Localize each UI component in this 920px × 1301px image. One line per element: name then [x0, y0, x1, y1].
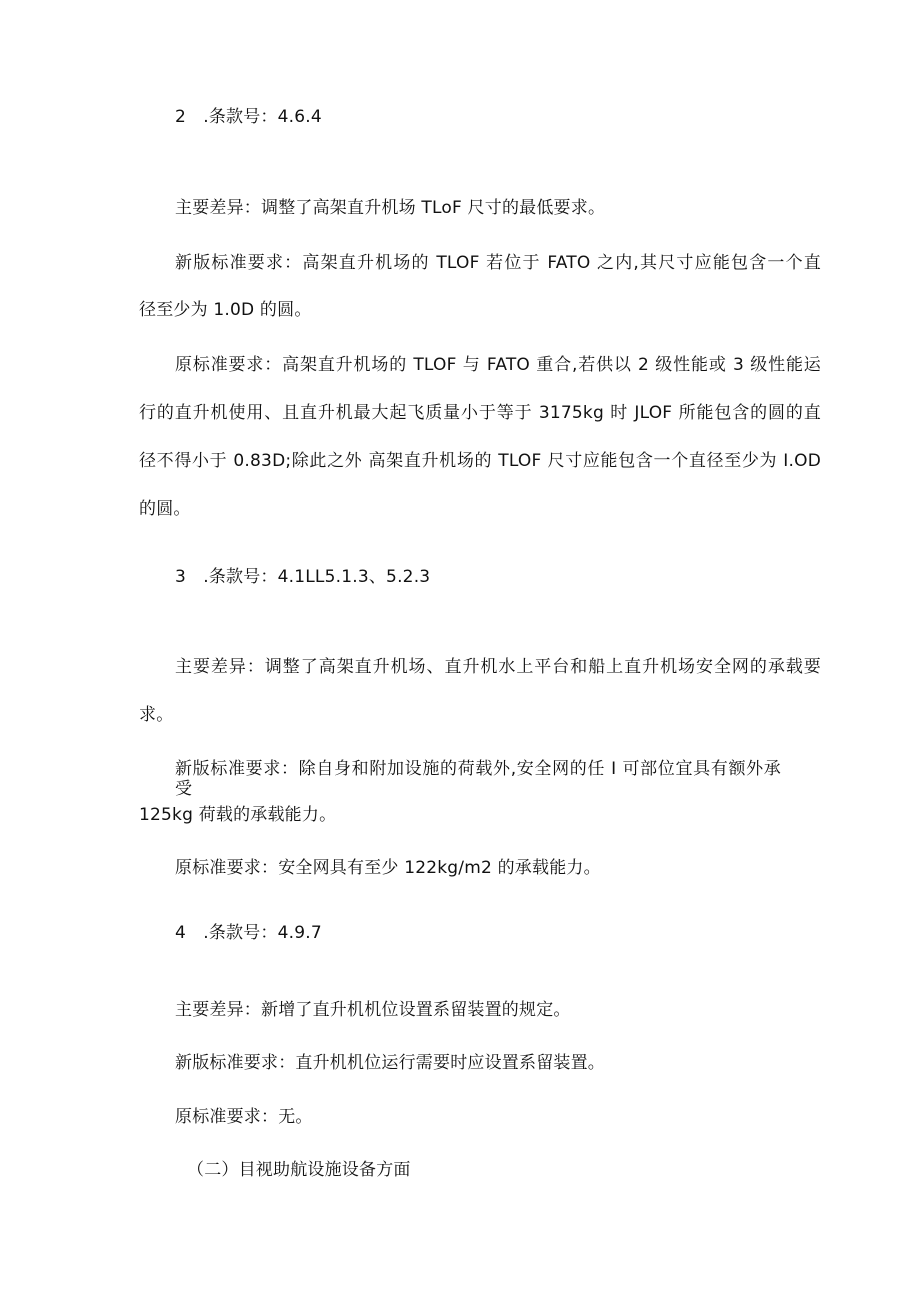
clause-3-main-difference-line-2: 求。 — [139, 705, 174, 725]
clause-2-number: 2 .条款号：4.6.4 — [175, 107, 322, 127]
clause-3-new-requirement-line-2: 125kg 荷载的承载能力。 — [139, 805, 337, 825]
clause-3-old-requirement: 原标准要求：安全网具有至少 122kg∕m2 的承载能力。 — [175, 858, 601, 878]
clause-3-number: 3 .条款号：4.1LL5.1.3、5.2.3 — [175, 567, 431, 587]
clause-2-main-difference: 主要差异：调整了高架直升机场 TLoF 尺寸的最低要求。 — [175, 198, 606, 218]
clause-2-old-requirement-line-1: 原标准要求：高架直升机场的 TLOF 与 FATO 重合,若供以 2 级性能或 3 级性能运 — [175, 355, 821, 375]
clause-2-new-requirement-line-1: 新版标准要求：高架直升机场的 TLOF 若位于 FATO 之内,其尺寸应能包含一个直 — [175, 253, 821, 273]
clause-4-old-requirement: 原标准要求：无。 — [175, 1107, 313, 1127]
clause-4-number: 4 .条款号：4.9.7 — [175, 923, 322, 943]
section-heading: （二）目视助航设施设备方面 — [187, 1160, 411, 1180]
clause-2-old-requirement-line-2: 行的直升机使用、且直升机最大起飞质量小于等于 3175kg 时 JLOF 所能包含的圆的直 — [139, 403, 821, 423]
clause-4-main-difference: 主要差异：新增了直升机机位设置系留装置的规定。 — [175, 1000, 571, 1020]
clause-4-new-requirement: 新版标准要求：直升机机位运行需要时应设置系留装置。 — [175, 1053, 605, 1073]
clause-2-old-requirement-line-4: 的圆。 — [139, 499, 191, 519]
clause-3-new-requirement-line-1: 新版标准要求：除自身和附加设施的荷载外,安全网的任 I 可部位宜具有额外承受 — [175, 759, 781, 799]
clause-2-old-requirement-line-3: 径不得小于 0.83D;除此之外 高架直升机场的 TLOF 尺寸应能包含一个直径至少为 I.OD — [139, 451, 821, 471]
clause-2-new-requirement-line-2: 径至少为 1.0D 的圆。 — [139, 300, 312, 320]
clause-3-main-difference-line-1: 主要差异：调整了高架直升机场、直升机水上平台和船上直升机场安全网的承载要 — [175, 657, 821, 677]
